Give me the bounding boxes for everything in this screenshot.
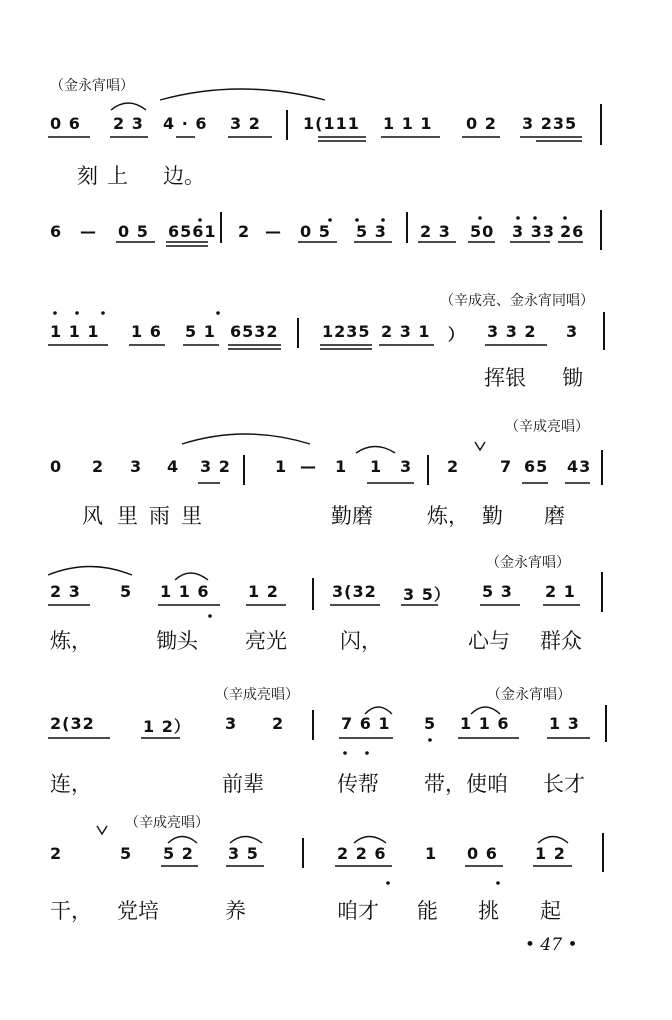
note-group: 43 xyxy=(567,457,592,476)
note-group: — xyxy=(300,457,317,476)
note-group: 3 33 xyxy=(512,222,555,241)
note-group: 0 xyxy=(50,457,63,476)
lyric-text: 磨 xyxy=(544,504,565,528)
lyric-text: 里 xyxy=(117,504,138,528)
lyric-text: 锄 xyxy=(562,366,583,390)
lyric-text: 上 xyxy=(107,164,128,188)
lyric-text: 连， xyxy=(50,772,92,796)
note-group: 1 2） xyxy=(143,717,191,736)
lyric-text: 勤磨 xyxy=(331,504,373,528)
lyric-text: 党培 xyxy=(117,899,159,923)
lyric-text: 炼， xyxy=(427,504,469,528)
note-group: 50 xyxy=(470,222,495,241)
note-group: 3 5 xyxy=(228,844,259,863)
note-group: 2 3 xyxy=(113,114,144,133)
lyric-text: 边。 xyxy=(163,164,205,188)
note-group: 0 5 xyxy=(118,222,149,241)
lyric-text: 长才 xyxy=(543,772,585,796)
note-group: 1 xyxy=(370,457,383,476)
note-group: ） xyxy=(448,325,466,344)
note-group: 1 xyxy=(425,844,438,863)
note-group: 1 xyxy=(275,457,288,476)
note-group: 1 3 xyxy=(549,714,580,733)
note-group: 2 xyxy=(272,714,285,733)
lyric-text: 能 xyxy=(417,899,438,923)
singer-label: （辛成亮唱） xyxy=(215,687,299,703)
note-group: 3(32 xyxy=(332,582,377,601)
note-group: 65 xyxy=(524,457,549,476)
note-group: 3 xyxy=(130,457,143,476)
note-group: 5 xyxy=(120,582,133,601)
note-group: 7 6 1 xyxy=(341,714,391,733)
lyric-text: 起 xyxy=(540,899,561,923)
note-group: 2 xyxy=(238,222,251,241)
lyric-text: 干， xyxy=(50,899,92,923)
note-group: 1 1 6 xyxy=(160,582,210,601)
note-group: 3 235 xyxy=(522,114,578,133)
note-group: 5 xyxy=(120,844,133,863)
lyric-text: 传帮 xyxy=(337,772,379,796)
note-group: 1 2 xyxy=(535,844,566,863)
note-group: 3 5） xyxy=(403,585,451,604)
note-group: 0 6 xyxy=(467,844,498,863)
note-group: — xyxy=(80,222,97,241)
note-group: 0 5 xyxy=(300,222,331,241)
note-group: 5 xyxy=(424,714,437,733)
lyric-text: 里 xyxy=(181,504,202,528)
note-group: 2 2 6 xyxy=(337,844,387,863)
note-group: 7 xyxy=(500,457,513,476)
note-group: 2 xyxy=(92,457,105,476)
note-group: 3 3 2 xyxy=(487,322,537,341)
note-group: 6532 xyxy=(230,322,279,341)
note-group: — xyxy=(265,222,282,241)
lyric-text: 锄头 xyxy=(156,629,198,653)
note-group: 1(111 xyxy=(303,114,360,133)
singer-label: （金永宵唱） xyxy=(50,78,134,94)
lyric-text: 群众 xyxy=(540,629,582,653)
note-group: 4 xyxy=(167,457,180,476)
note-group: 2 3 xyxy=(50,582,81,601)
lyric-text: 前辈 xyxy=(222,772,264,796)
lyric-text: 养 xyxy=(225,899,246,923)
note-group: 3 xyxy=(566,322,579,341)
lyric-text: 勤 xyxy=(482,504,503,528)
note-group: 0 2 xyxy=(466,114,497,133)
note-group: 1 xyxy=(335,457,348,476)
lyric-text: 刻 xyxy=(77,164,98,188)
page-number: • 47 • xyxy=(525,935,578,955)
note-group: 2 xyxy=(447,457,460,476)
singer-label: （辛成亮、金永宵同唱） xyxy=(440,293,594,309)
singer-label: （金永宵唱） xyxy=(486,555,570,571)
note-group: 1 1 1 xyxy=(50,322,100,341)
lyric-text: 风 xyxy=(82,504,103,528)
singer-label: （金永宵唱） xyxy=(487,687,571,703)
note-group: 5 2 xyxy=(163,844,194,863)
note-group: 3 xyxy=(225,714,238,733)
note-group: 1 1 1 xyxy=(383,114,433,133)
lyric-text: 雨 xyxy=(149,504,170,528)
note-group: 3 2 xyxy=(200,457,231,476)
note-group: 4 · 6 xyxy=(163,114,208,133)
note-group: 5 3 xyxy=(356,222,387,241)
lyric-text: 亮光 xyxy=(245,629,287,653)
lyric-text: 咱才 xyxy=(337,899,379,923)
note-group: 5 3 xyxy=(482,582,513,601)
lyric-text: 心与 xyxy=(468,629,510,653)
lyric-text: 炼， xyxy=(50,629,92,653)
lyric-text: 闪， xyxy=(340,629,382,653)
note-group: 5 1 xyxy=(185,322,216,341)
lyric-text: 挑 xyxy=(478,899,499,923)
singer-label: （辛成亮唱） xyxy=(125,815,209,831)
note-group: 0 6 xyxy=(50,114,81,133)
note-group: 6561 xyxy=(168,222,217,241)
note-group: 1 6 xyxy=(131,322,162,341)
note-group: 2 1 xyxy=(545,582,576,601)
note-group: 3 2 xyxy=(230,114,261,133)
note-group: 2 3 xyxy=(420,222,451,241)
note-group: 26 xyxy=(560,222,585,241)
singer-label: （辛成亮唱） xyxy=(505,419,589,435)
note-group: 1 2 xyxy=(248,582,279,601)
note-group: 3 xyxy=(400,457,413,476)
note-group: 1235 xyxy=(322,322,371,341)
note-group: 1 1 6 xyxy=(460,714,510,733)
note-group: 2 3 1 xyxy=(381,322,431,341)
lyric-text: 带，使咱 xyxy=(424,772,508,796)
note-group: 2 xyxy=(50,844,63,863)
note-group: 2(32 xyxy=(50,714,95,733)
lyric-text: 挥银 xyxy=(484,366,526,390)
note-group: 6 xyxy=(50,222,63,241)
